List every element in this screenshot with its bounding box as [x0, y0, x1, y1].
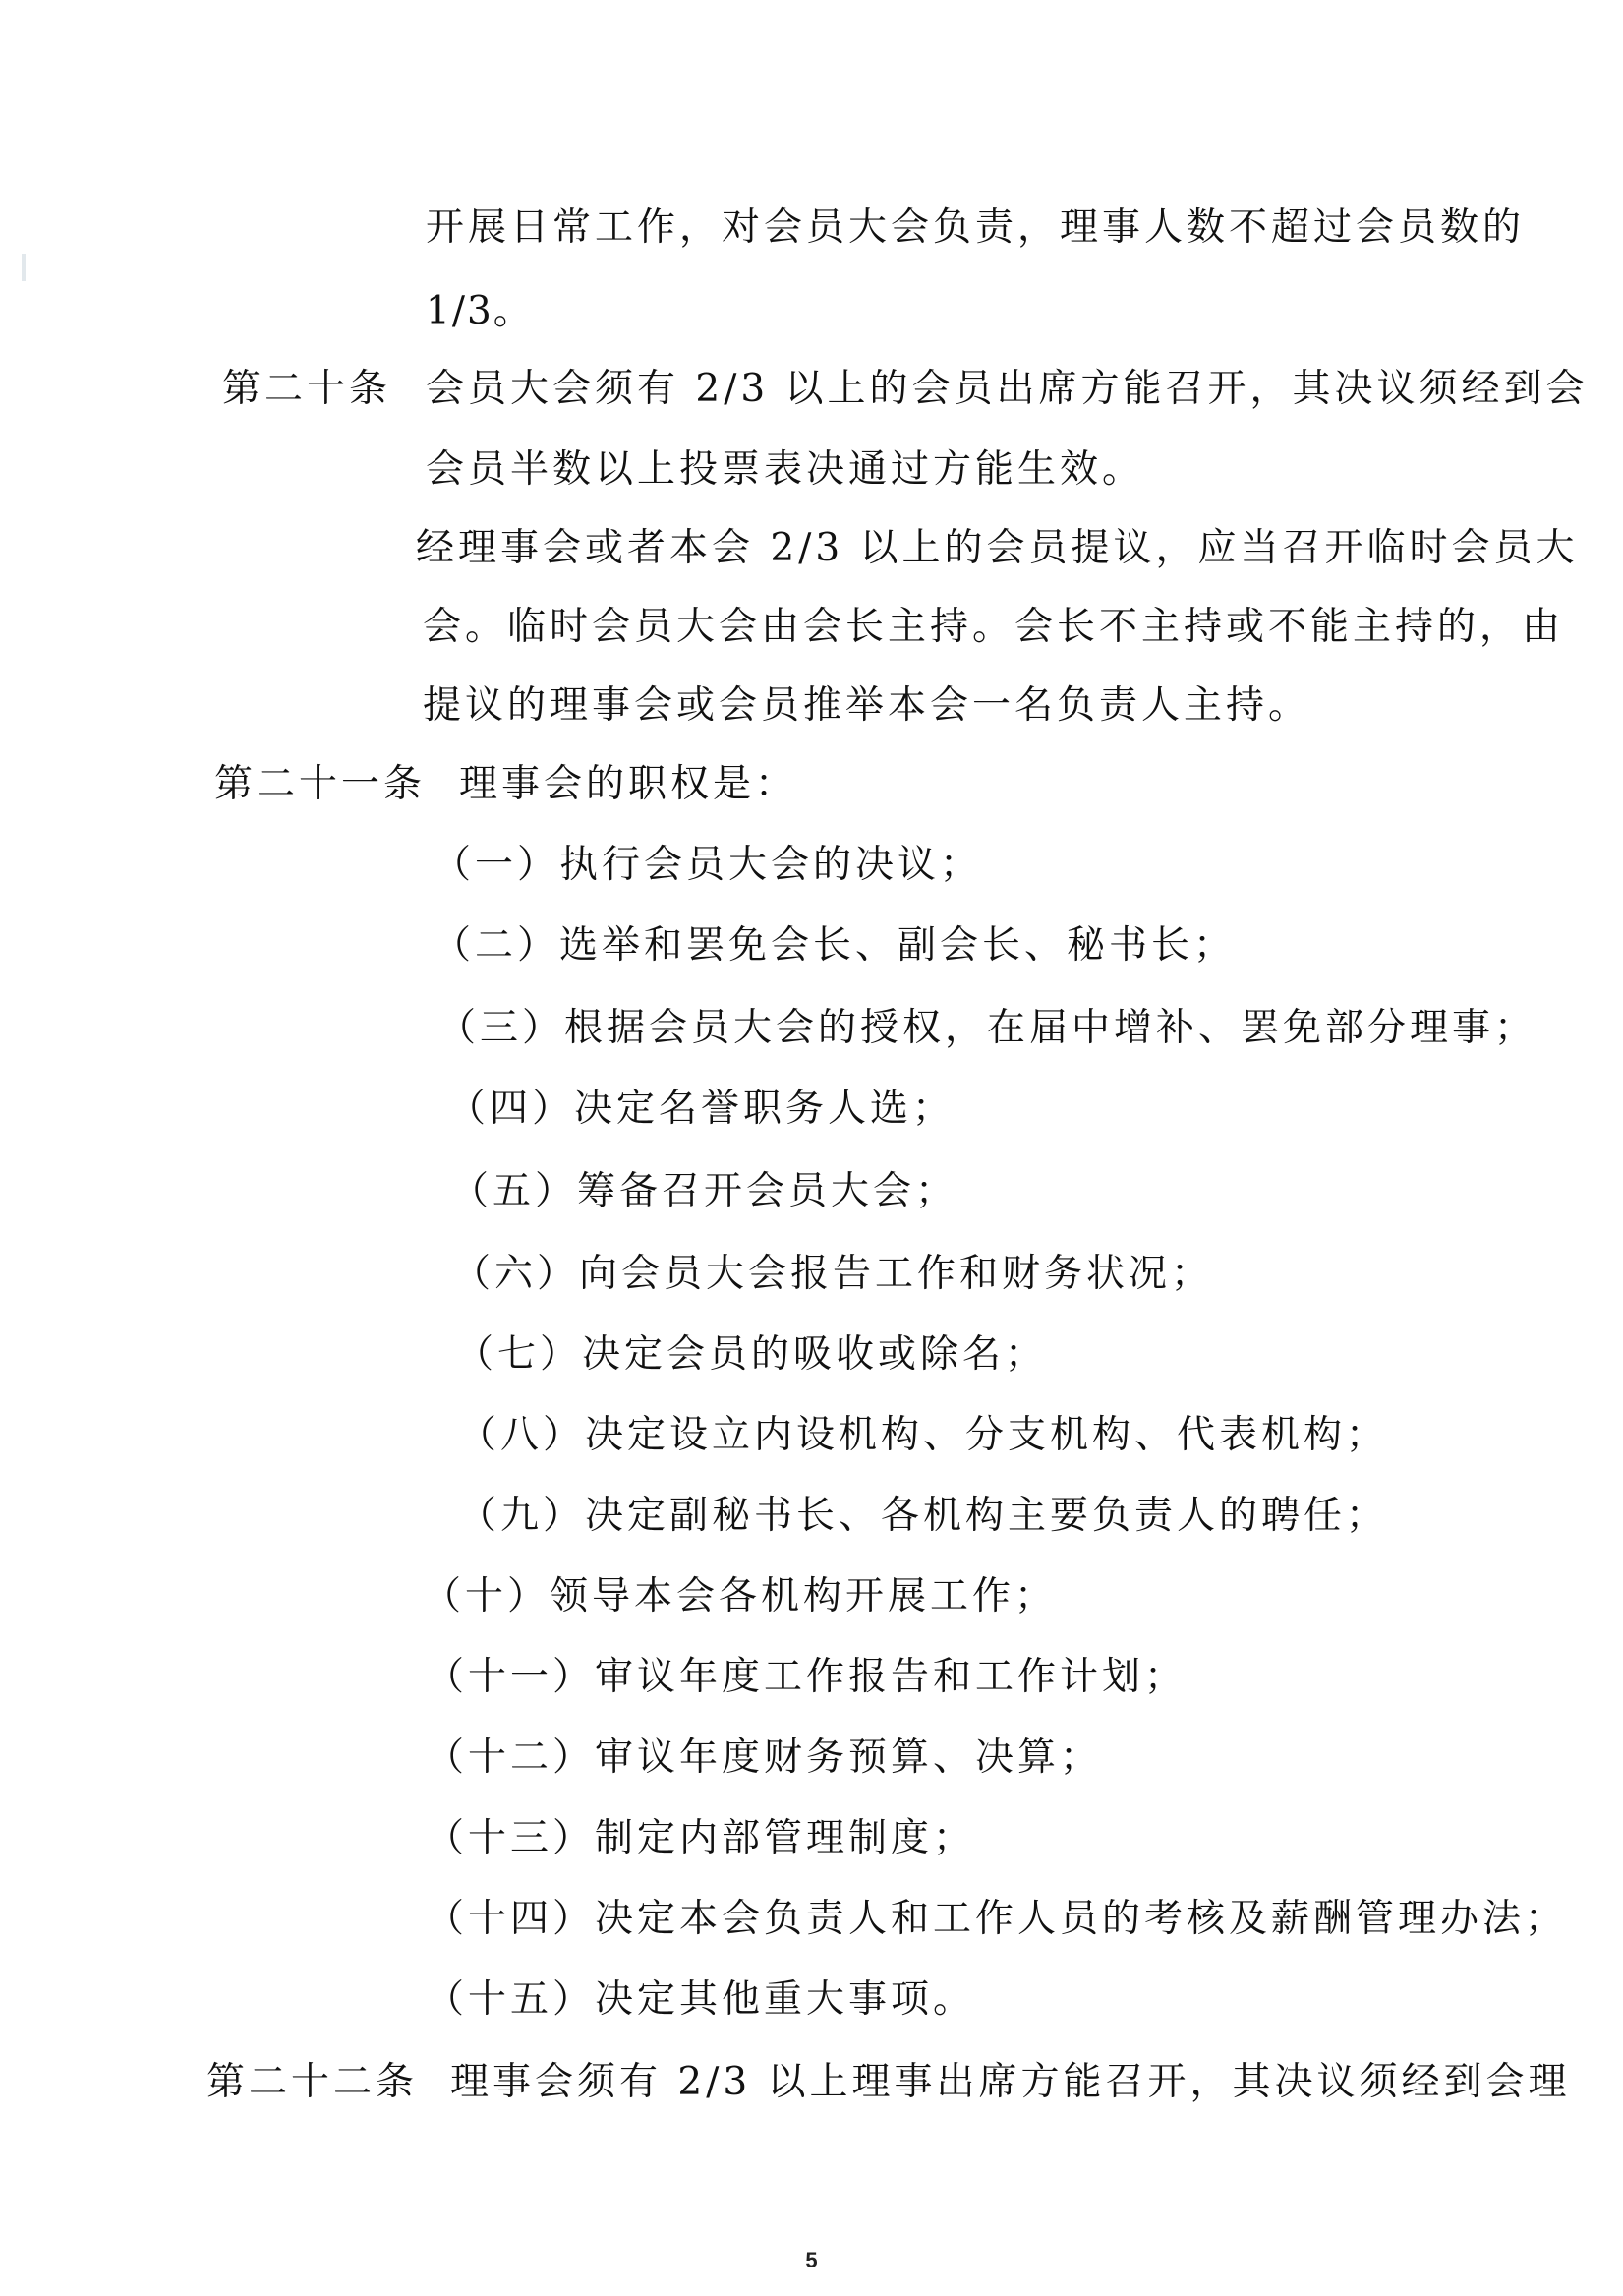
text-line: 会。临时会员大会由会长主持。会长不主持或不能主持的，由: [423, 605, 1565, 649]
text-line: 理事会须有 2/3 以上理事出席方能召开，其决议须经到会理: [450, 2060, 1571, 2104]
text-line: 理事会的职权是：: [459, 762, 798, 806]
list-item: （一）执行会员大会的决议；: [433, 843, 983, 887]
article-20-label: 第二十条: [222, 367, 392, 411]
list-item: （六）向会员大会报告工作和财务状况；: [452, 1252, 1214, 1296]
article-21-label: 第二十一条: [214, 762, 427, 806]
list-item: （五）筹备召开会员大会；: [450, 1169, 958, 1213]
list-item: （十）领导本会各机构开展工作；: [423, 1574, 1058, 1619]
text-line: 会员大会须有 2/3 以上的会员出席方能召开，其决议须经到会: [426, 367, 1589, 411]
list-item: （十五）决定其他重大事项。: [426, 1977, 976, 2022]
text-line: 1/3。: [426, 289, 534, 333]
list-item: （九）决定副秘书长、各机构主要负责人的聘任；: [458, 1494, 1389, 1538]
page-number: 5: [805, 2248, 818, 2272]
list-item: （十四）决定本会负责人和工作人员的考核及薪酬管理办法；: [426, 1897, 1568, 1941]
list-item: （四）决定名誉职务人选；: [447, 1087, 956, 1131]
list-item: （八）决定设立内设机构、分支机构、代表机构；: [458, 1413, 1389, 1457]
article-22-label: 第二十二条: [206, 2060, 419, 2104]
list-item: （七）决定会员的吸收或除名；: [455, 1332, 1048, 1377]
text-line: 会员半数以上投票表决通过方能生效。: [426, 447, 1145, 492]
list-item: （十三）制定内部管理制度；: [426, 1816, 976, 1860]
list-item: （十二）审议年度财务预算、决算；: [426, 1736, 1103, 1780]
text-line: 开展日常工作，对会员大会负责，理事人数不超过会员数的: [426, 206, 1526, 250]
list-item: （十一）审议年度工作报告和工作计划；: [426, 1655, 1188, 1699]
scan-artifact: [22, 254, 26, 281]
text-line: 提议的理事会或会员推举本会一名负责人主持。: [423, 683, 1311, 728]
list-item: （三）根据会员大会的授权，在届中增补、罢免部分理事；: [437, 1006, 1537, 1050]
list-item: （二）选举和罢免会长、副会长、秘书长；: [433, 923, 1237, 968]
text-line: 经理事会或者本会 2/3 以上的会员提议，应当召开临时会员大: [416, 526, 1579, 570]
